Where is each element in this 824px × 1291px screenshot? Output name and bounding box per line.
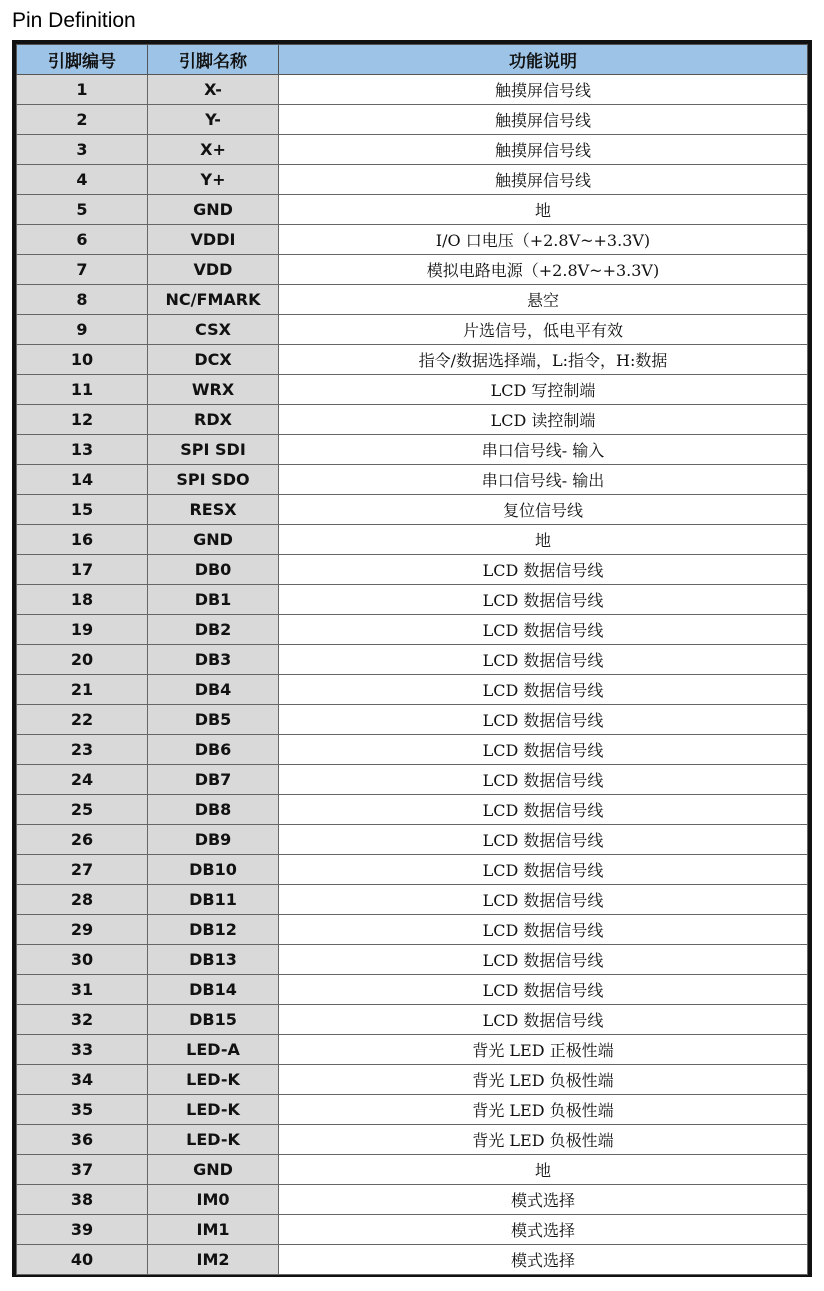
table-row (17, 705, 808, 735)
table-row (17, 1005, 808, 1035)
function-cell: 背光 LED 负极性端 (279, 1125, 808, 1155)
pin-name-cell: LED-A (148, 1035, 279, 1065)
pin-name-cell: DB9 (148, 825, 279, 855)
table-row (17, 855, 808, 885)
function-cell: LCD 数据信号线 (279, 855, 808, 885)
pin-number-cell: 40 (17, 1245, 148, 1275)
table-row (17, 345, 808, 375)
pin-number-cell: 19 (17, 615, 148, 645)
pin-name-cell: DB7 (148, 765, 279, 795)
pin-number-cell: 13 (17, 435, 148, 465)
pin-number-cell: 3 (17, 135, 148, 165)
pin-number-cell: 21 (17, 675, 148, 705)
pin-number-cell: 2 (17, 105, 148, 135)
pin-name-cell: IM1 (148, 1215, 279, 1245)
function-cell: LCD 数据信号线 (279, 945, 808, 975)
function-cell: LCD 数据信号线 (279, 735, 808, 765)
pin-number-cell: 36 (17, 1125, 148, 1155)
function-cell: 触摸屏信号线 (279, 165, 808, 195)
pin-number-cell: 29 (17, 915, 148, 945)
function-cell: 模式选择 (279, 1215, 808, 1245)
header-pin-number: 引脚编号 (17, 45, 148, 75)
pin-number-cell: 12 (17, 405, 148, 435)
pin-number-cell: 7 (17, 255, 148, 285)
table-row (17, 225, 808, 255)
pin-name-cell: LED-K (148, 1065, 279, 1095)
pin-name-cell: DB11 (148, 885, 279, 915)
table-row (17, 165, 808, 195)
pin-name-cell: RESX (148, 495, 279, 525)
table-row (17, 435, 808, 465)
function-cell: LCD 数据信号线 (279, 675, 808, 705)
table-row (17, 525, 808, 555)
table-row (17, 795, 808, 825)
function-cell: LCD 数据信号线 (279, 885, 808, 915)
pin-name-cell: DB13 (148, 945, 279, 975)
table-row (17, 585, 808, 615)
table-row (17, 1155, 808, 1185)
function-cell: LCD 数据信号线 (279, 645, 808, 675)
function-cell: 串口信号线- 输出 (279, 465, 808, 495)
pin-number-cell: 31 (17, 975, 148, 1005)
table-row (17, 285, 808, 315)
function-cell: 背光 LED 负极性端 (279, 1065, 808, 1095)
function-cell: 片选信号，低电平有效 (279, 315, 808, 345)
pin-name-cell: X- (148, 75, 279, 105)
table-row (17, 915, 808, 945)
pin-number-cell: 20 (17, 645, 148, 675)
pin-number-cell: 38 (17, 1185, 148, 1215)
function-cell: LCD 数据信号线 (279, 1005, 808, 1035)
function-cell: LCD 读控制端 (279, 405, 808, 435)
pin-number-cell: 34 (17, 1065, 148, 1095)
pin-name-cell: IM0 (148, 1185, 279, 1215)
function-cell: 复位信号线 (279, 495, 808, 525)
pin-number-cell: 8 (17, 285, 148, 315)
pin-number-cell: 10 (17, 345, 148, 375)
table-row (17, 465, 808, 495)
table-row (17, 765, 808, 795)
pin-name-cell: DB8 (148, 795, 279, 825)
pin-name-cell: Y- (148, 105, 279, 135)
pin-number-cell: 4 (17, 165, 148, 195)
table-row (17, 405, 808, 435)
function-cell: 地 (279, 1155, 808, 1185)
table-row (17, 375, 808, 405)
pin-name-cell: SPI SDO (148, 465, 279, 495)
pin-name-cell: NC/FMARK (148, 285, 279, 315)
table-row (17, 615, 808, 645)
page-title: Pin Definition (12, 9, 136, 32)
function-cell: LCD 数据信号线 (279, 585, 808, 615)
table-row (17, 735, 808, 765)
function-cell: 模式选择 (279, 1245, 808, 1275)
function-cell: LCD 数据信号线 (279, 705, 808, 735)
pin-number-cell: 14 (17, 465, 148, 495)
function-cell: LCD 数据信号线 (279, 555, 808, 585)
function-cell: 触摸屏信号线 (279, 75, 808, 105)
function-cell: LCD 数据信号线 (279, 765, 808, 795)
pin-table-frame (12, 40, 812, 1277)
table-row (17, 1125, 808, 1155)
pin-name-cell: GND (148, 1155, 279, 1185)
pin-number-cell: 30 (17, 945, 148, 975)
function-cell: 串口信号线- 输入 (279, 435, 808, 465)
function-cell: LCD 数据信号线 (279, 615, 808, 645)
pin-name-cell: RDX (148, 405, 279, 435)
pin-table (16, 44, 808, 1275)
pin-name-cell: VDD (148, 255, 279, 285)
pin-number-cell: 23 (17, 735, 148, 765)
pin-number-cell: 15 (17, 495, 148, 525)
function-cell: LCD 数据信号线 (279, 975, 808, 1005)
table-row (17, 105, 808, 135)
function-cell: 背光 LED 负极性端 (279, 1095, 808, 1125)
function-cell: 触摸屏信号线 (279, 105, 808, 135)
pin-number-cell: 6 (17, 225, 148, 255)
function-cell: LCD 数据信号线 (279, 825, 808, 855)
pin-name-cell: DB0 (148, 555, 279, 585)
pin-number-cell: 37 (17, 1155, 148, 1185)
function-cell: 模拟电路电源（+2.8V~+3.3V) (279, 255, 808, 285)
pin-number-cell: 1 (17, 75, 148, 105)
pin-name-cell: GND (148, 195, 279, 225)
table-row (17, 255, 808, 285)
pin-name-cell: DB12 (148, 915, 279, 945)
header-function: 功能说明 (279, 45, 808, 75)
table-row (17, 1185, 808, 1215)
table-row (17, 825, 808, 855)
pin-number-cell: 18 (17, 585, 148, 615)
pin-name-cell: DB10 (148, 855, 279, 885)
table-row (17, 885, 808, 915)
table-row (17, 1035, 808, 1065)
table-row (17, 975, 808, 1005)
function-cell: 指令/数据选择端，L:指令，H:数据 (279, 345, 808, 375)
pin-number-cell: 24 (17, 765, 148, 795)
pin-number-cell: 33 (17, 1035, 148, 1065)
table-row (17, 675, 808, 705)
table-row (17, 1065, 808, 1095)
pin-number-cell: 16 (17, 525, 148, 555)
pin-name-cell: DB14 (148, 975, 279, 1005)
pin-name-cell: Y+ (148, 165, 279, 195)
pin-name-cell: X+ (148, 135, 279, 165)
pin-name-cell: DCX (148, 345, 279, 375)
pin-number-cell: 5 (17, 195, 148, 225)
pin-number-cell: 22 (17, 705, 148, 735)
function-cell: 触摸屏信号线 (279, 135, 808, 165)
table-row (17, 195, 808, 225)
function-cell: LCD 写控制端 (279, 375, 808, 405)
pin-name-cell: LED-K (148, 1095, 279, 1125)
pin-name-cell: LED-K (148, 1125, 279, 1155)
function-cell: 地 (279, 525, 808, 555)
pin-number-cell: 17 (17, 555, 148, 585)
pin-name-cell: DB1 (148, 585, 279, 615)
table-row (17, 645, 808, 675)
pin-number-cell: 35 (17, 1095, 148, 1125)
pin-name-cell: DB5 (148, 705, 279, 735)
pin-number-cell: 28 (17, 885, 148, 915)
table-header-row (17, 45, 808, 75)
pin-name-cell: DB4 (148, 675, 279, 705)
pin-name-cell: VDDI (148, 225, 279, 255)
function-cell: 模式选择 (279, 1185, 808, 1215)
table-row (17, 555, 808, 585)
function-cell: I/O 口电压（+2.8V~+3.3V) (279, 225, 808, 255)
table-row (17, 945, 808, 975)
header-pin-name: 引脚名称 (148, 45, 279, 75)
pin-name-cell: DB3 (148, 645, 279, 675)
pin-name-cell: GND (148, 525, 279, 555)
pin-name-cell: DB2 (148, 615, 279, 645)
pin-name-cell: SPI SDI (148, 435, 279, 465)
pin-name-cell: DB15 (148, 1005, 279, 1035)
pin-name-cell: CSX (148, 315, 279, 345)
table-row (17, 135, 808, 165)
function-cell: LCD 数据信号线 (279, 915, 808, 945)
function-cell: 背光 LED 正极性端 (279, 1035, 808, 1065)
table-row (17, 1095, 808, 1125)
table-row (17, 315, 808, 345)
pin-number-cell: 25 (17, 795, 148, 825)
table-row (17, 495, 808, 525)
pin-number-cell: 9 (17, 315, 148, 345)
pin-name-cell: IM2 (148, 1245, 279, 1275)
function-cell: 地 (279, 195, 808, 225)
table-row (17, 1245, 808, 1275)
pin-name-cell: WRX (148, 375, 279, 405)
pin-number-cell: 27 (17, 855, 148, 885)
pin-name-cell: DB6 (148, 735, 279, 765)
table-row (17, 1215, 808, 1245)
function-cell: LCD 数据信号线 (279, 795, 808, 825)
table-row (17, 75, 808, 105)
function-cell: 悬空 (279, 285, 808, 315)
pin-number-cell: 39 (17, 1215, 148, 1245)
pin-number-cell: 26 (17, 825, 148, 855)
pin-number-cell: 11 (17, 375, 148, 405)
pin-number-cell: 32 (17, 1005, 148, 1035)
